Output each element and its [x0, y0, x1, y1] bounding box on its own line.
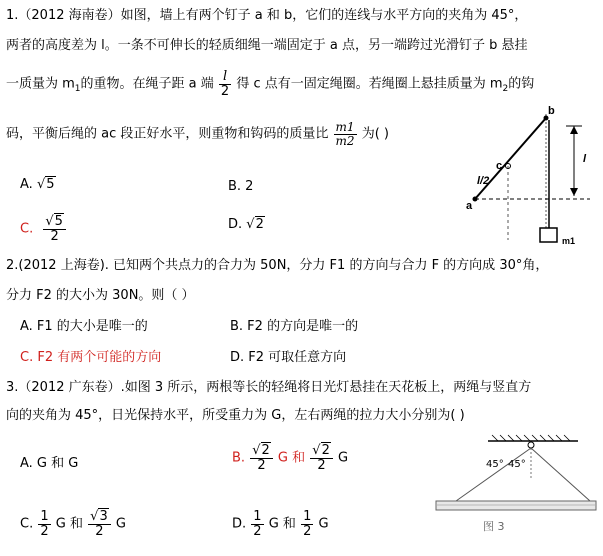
l-over-2-fraction: $\frac{l}{2}$: [220, 69, 230, 99]
q2-line-1: 2.(2012 上海卷). 已知两个共点力的合力为 50N，分力 F1 的方向与合力 F 的方向成 30°角，: [6, 258, 549, 273]
q1-fig-label-l: l: [583, 153, 587, 165]
q2-option-c: C. F2 有两个可能的方向: [20, 350, 162, 365]
q1-fig-label-l2: l/2: [477, 175, 490, 187]
q3-option-b: B. $\frac{√2}{2}$ G 和 $\frac{√2}{2}$ G: [232, 443, 349, 473]
q1-line-1: 1.（2012 海南卷）如图，墙上有两个钉子 a 和 b，它们的连线与水平方向的夹角为 45°，: [6, 8, 528, 23]
q3-line-1: 3.（2012 广东卷）.如图 3 所示，两根等长的轻绳将日光灯悬挂在天花板上，两绳与竖直方: [6, 380, 532, 395]
q1-fig-label-m1: m1: [562, 236, 576, 246]
q2-option-b: B. F2 的方向是唯一的: [230, 319, 359, 334]
q1-fig-label-c: c: [496, 160, 503, 172]
q3-fig-caption: 图 3: [483, 520, 505, 533]
q3-figure: [428, 433, 598, 533]
q1-option-d: D. √2: [228, 217, 264, 232]
q3-fig-angle-right: 45°: [508, 459, 526, 470]
q3-option-c: C. $\frac{1}{2}$ G 和 $\frac{√3}{2}$ G: [20, 509, 126, 539]
q3-fig-angle-left: 45°: [486, 459, 504, 470]
q1-option-a: A. √5: [20, 177, 55, 192]
q2-option-a: A. F1 的大小是唯一的: [20, 319, 148, 334]
q1-option-b: B. 2: [228, 179, 254, 194]
q3-option-d: D. $\frac{1}{2}$ G 和 $\frac{1}{2}$ G: [232, 509, 329, 539]
q1-option-c: C. $\frac{√5}{2}$: [20, 215, 67, 243]
q2-option-d: D. F2 可取任意方向: [230, 350, 347, 365]
q3-option-a: A. G 和 G: [20, 456, 79, 471]
q3-line-2: 向的夹角为 45°，日光保持水平，所受重力为 G，左右两绳的拉力大小分别为( ): [6, 408, 465, 423]
q1-line-3: 一质量为 $m_1$的重物。在绳子距 a 端 $\frac{l}{2}$ 得 c 点有一固定绳圈。若绳圈上悬挂质量为 $m_2$的钩: [6, 69, 535, 99]
q1-line-2: 两者的高度差为 l。一条不可伸长的轻质细绳一端固定于 a 点，另一端跨过光滑钉子 b 悬挂: [6, 38, 528, 53]
q1-fig-label-a: a: [466, 200, 473, 212]
q2-line-2: 分力 F2 的大小为 30N。则（ ）: [6, 288, 195, 303]
mass-ratio-fraction: $\frac{m1}{m2}$: [335, 120, 355, 148]
q1-fig-label-b: b: [548, 105, 555, 117]
q1-line-4: 码，平衡后绳的 ac 段正好水平，则重物和钩码的质量比 $\frac{m1}{m2}$ 为( ): [6, 120, 389, 148]
